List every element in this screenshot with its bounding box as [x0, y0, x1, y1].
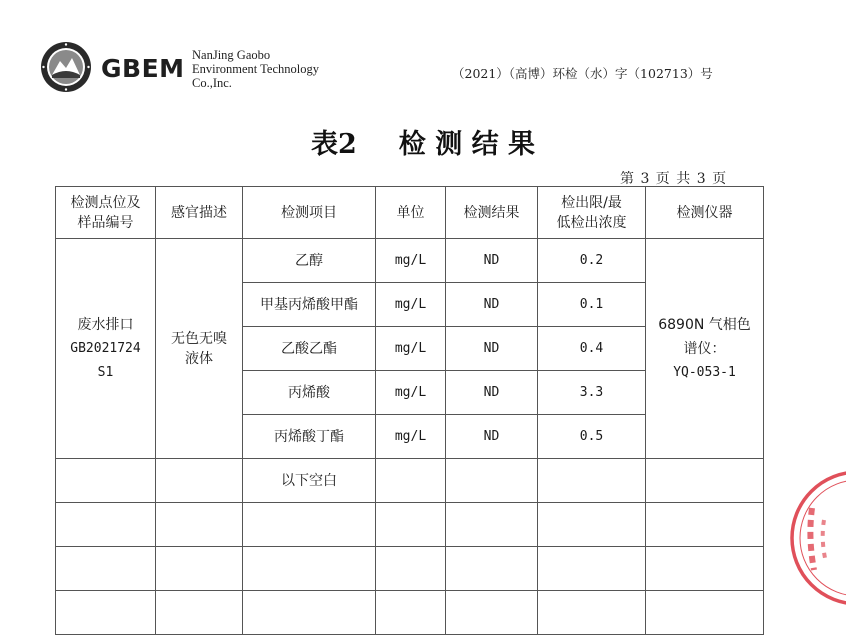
header-instrument: 检测仪器 — [646, 187, 764, 239]
result-cell: ND — [446, 283, 538, 327]
report-number: （2021）（高博）环检（水）字（102713）号 — [452, 66, 713, 81]
page-info: 第 3 页 共 3 页 — [620, 171, 728, 187]
item-cell: 丙烯酸 — [243, 371, 376, 415]
result-cell: ND — [446, 327, 538, 371]
item-cell: 乙醇 — [243, 239, 376, 283]
results-table — [55, 186, 764, 635]
limit-cell: 0.2 — [538, 239, 646, 283]
unit-cell: mg/L — [376, 415, 446, 459]
unit-cell: mg/L — [376, 283, 446, 327]
blank-row — [56, 591, 764, 635]
item-cell: 丙烯酸丁酯 — [243, 415, 376, 459]
header-sample-location: 检测点位及 样品编号 — [56, 187, 156, 239]
result-cell: ND — [446, 415, 538, 459]
limit-cell: 0.5 — [538, 415, 646, 459]
unit-cell: mg/L — [376, 327, 446, 371]
blank-note: 以下空白 — [243, 459, 376, 503]
item-cell: 乙酸乙酯 — [243, 327, 376, 371]
limit-cell: 3.3 — [538, 371, 646, 415]
result-cell: ND — [446, 239, 538, 283]
header-unit: 单位 — [376, 187, 446, 239]
header-sensory: 感官描述 — [156, 187, 243, 239]
company-line: Environment Technology — [192, 62, 319, 76]
unit-cell: mg/L — [376, 239, 446, 283]
blank-row — [56, 503, 764, 547]
gbem-logo-icon — [40, 41, 92, 93]
table-title-prefix: 表2 — [311, 129, 357, 160]
company-line: NanJing Gaobo — [192, 48, 271, 62]
company-line: Co.,Inc. — [192, 76, 232, 90]
brand-name: GBEM — [101, 54, 185, 83]
limit-cell: 0.4 — [538, 327, 646, 371]
header-limit: 检出限/最 低检出浓度 — [538, 187, 646, 239]
blank-row — [56, 459, 764, 503]
table-title — [0, 122, 846, 161]
sample-location-cell: 废水排口 GB2021724 S1 — [56, 239, 156, 459]
header-item: 检测项目 — [243, 187, 376, 239]
red-seal-stamp-icon — [778, 468, 846, 608]
limit-cell: 0.1 — [538, 283, 646, 327]
sensory-cell: 无色无嗅 液体 — [156, 239, 243, 459]
item-cell: 甲基丙烯酸甲酯 — [243, 283, 376, 327]
table-title-text: 检 测 结 果 — [398, 129, 535, 160]
header-result: 检测结果 — [446, 187, 538, 239]
company-name — [192, 48, 319, 90]
blank-row — [56, 547, 764, 591]
table-row — [56, 239, 764, 283]
unit-cell: mg/L — [376, 371, 446, 415]
instrument-cell: 6890N 气相色 谱仪： YQ-053-1 — [646, 239, 764, 459]
result-cell: ND — [446, 371, 538, 415]
table-header-row — [56, 187, 764, 239]
